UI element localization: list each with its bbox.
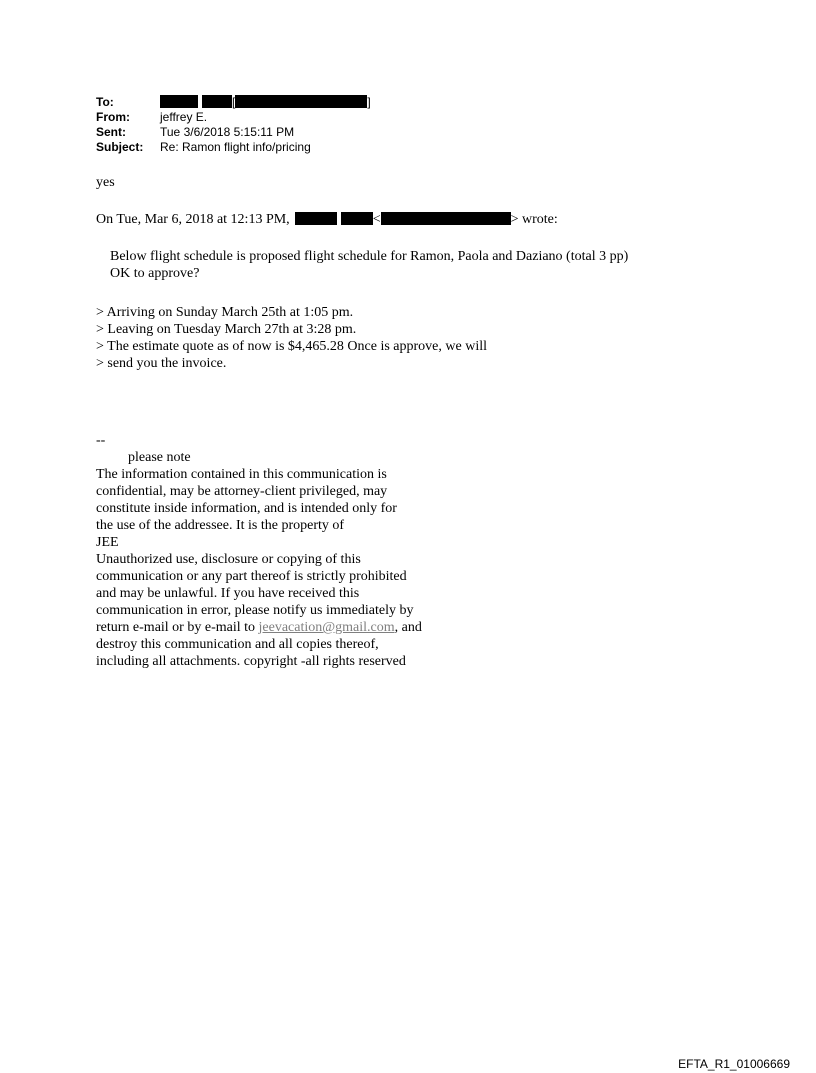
quoted-message [110,248,628,282]
signature-dashes: -- [96,433,106,448]
disclaimer-line: JEE [96,535,119,550]
to-row [96,95,371,110]
sent-row [96,125,371,140]
disclaimer-email-line [96,619,422,636]
quoted-line: > Leaving on Tuesday March 27th at 3:28 pm. [96,322,357,337]
disclaimer-line: destroy this communication and all copies thereof, [96,637,379,652]
to-bracket-close: ] [367,95,371,109]
email-line-before: return e-mail or by e-mail to [96,620,259,635]
quote-intro-lt: < [372,212,381,227]
document-id-footer: EFTA_R1_01006669 [678,1057,790,1071]
from-value: jeffrey E. [160,110,208,124]
quote-intro [96,211,558,228]
disclaimer-line: the use of the addressee. It is the property of [96,518,345,533]
redaction-block [295,212,337,225]
please-note: please note [128,450,191,465]
quoted-line: > The estimate quote as of now is $4,465.28 Once is approve, we will [96,339,488,354]
to-value [160,95,371,110]
disclaimer-line: communication or any part thereof is strictly prohibited [96,569,407,584]
quoted-message-line: Below flight schedule is proposed flight schedule for Ramon, Paola and Daziano (total 3 pp) [110,249,629,264]
quoted-line: > send you the invoice. [96,356,227,371]
redaction-block [160,95,198,108]
disclaimer-line: including all attachments. copyright -all rights reserved [96,654,406,669]
disclaimer-line: confidential, may be attorney-client privileged, may [96,484,388,499]
sent-label: Sent: [96,125,126,139]
disclaimer-line: constitute inside information, and is intended only for [96,501,397,516]
from-row [96,110,371,125]
subject-value: Re: Ramon flight info/pricing [160,140,311,154]
email-header [96,95,371,155]
redaction-block [381,212,511,225]
quote-intro-before: On Tue, Mar 6, 2018 at 12:13 PM, [96,212,290,227]
email-link[interactable]: jeevacation@gmail.com [258,620,395,635]
quote-intro-after: > wrote: [510,212,558,227]
from-label: From: [96,110,130,124]
redaction-block [202,95,232,108]
email-line-after: , and [394,620,422,635]
reply-text: yes [96,175,115,190]
disclaimer-line: and may be unlawful. If you have received this [96,586,360,601]
disclaimer-line: Unauthorized use, disclosure or copying of this [96,552,361,567]
sent-value: Tue 3/6/2018 5:15:11 PM [160,125,295,139]
quoted-lines [96,304,487,372]
quoted-line: > Arriving on Sunday March 25th at 1:05 pm. [96,305,354,320]
subject-row [96,140,371,155]
to-label: To: [96,95,114,109]
disclaimer-line: communication in error, please notify us immediately by [96,603,414,618]
to-bracket-open: [ [232,95,236,109]
quoted-message-line: OK to approve? [110,266,200,281]
subject-label: Subject: [96,140,144,154]
disclaimer-line: The information contained in this communication is [96,467,387,482]
signature-block [96,432,422,670]
redaction-block [235,95,367,108]
redaction-block [341,212,373,225]
